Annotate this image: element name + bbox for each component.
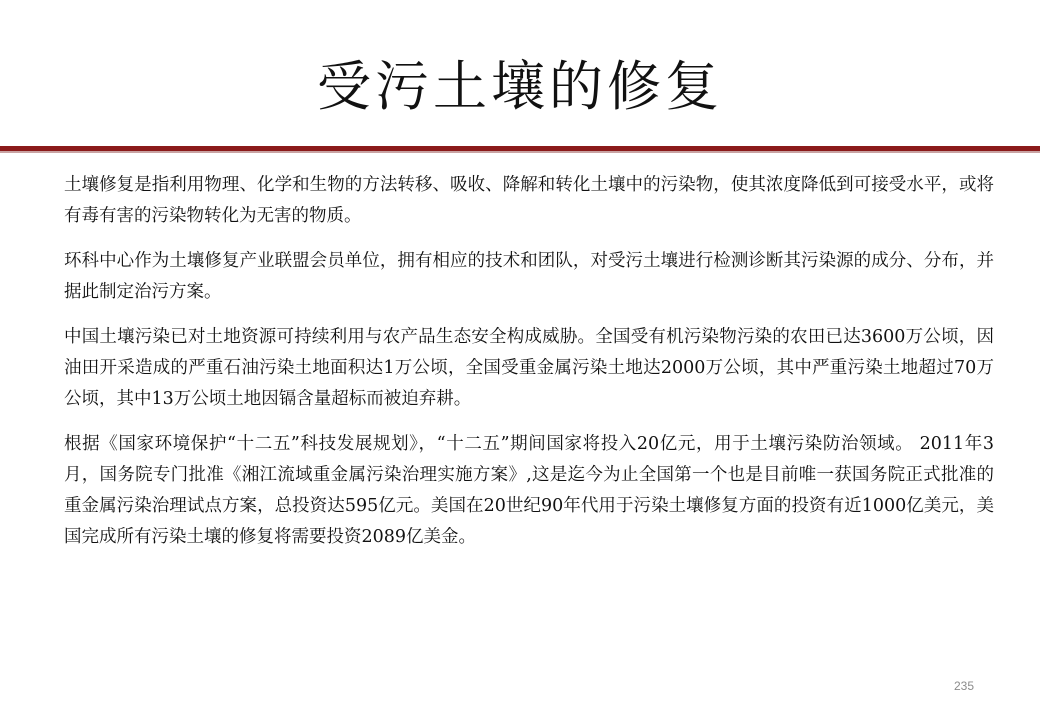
- paragraph-definition: 土壤修复是指利用物理、化学和生物的方法转移、吸收、降解和转化土壤中的污染物，使其浓度降低到可接受水平，或将有毒有害的污染物转化为无害的物质。: [64, 175, 994, 226]
- paragraph-investment: 根据《国家环境保护“十二五”科技发展规划》，“十二五”期间国家将投入20亿元，用于土壤污染防治领域。 2011年3月，国务院专门批准《湘江流域重金属污染治理实施方案》,这是迄今为止全国第一个也是目前唯一获国务院正式批准的重金属污染治理试点方案，总投资达595亿元。美国在20世纪90年代用于污染土壤修复方面的投资有近1000亿美元，美国完成所有污染土壤的修复将需要投资2089亿美金。: [64, 434, 994, 547]
- paragraph-center-role: 环科中心作为土壤修复产业联盟会员单位，拥有相应的技术和团队，对受污土壤进行检测诊断其污染源的成分、分布，并据此制定治污方案。: [64, 251, 994, 302]
- paragraph-pollution-status: 中国土壤污染已对土地资源可持续利用与农产品生态安全构成威胁。全国受有机污染物污染的农田已达3600万公顷，因油田开采造成的严重石油污染土地面积达1万公顷，全国受重金属污染土地达2000万公顷，其中严重污染土地超过70万公顷，其中13万公顷土地因镉含量超标而被迫弃耕。: [64, 327, 994, 409]
- title-divider-shadow: [0, 151, 1040, 153]
- slide-body: [64, 170, 994, 567]
- slide-title: 受污土壤的修复: [317, 55, 723, 118]
- page-number: 235: [954, 679, 975, 693]
